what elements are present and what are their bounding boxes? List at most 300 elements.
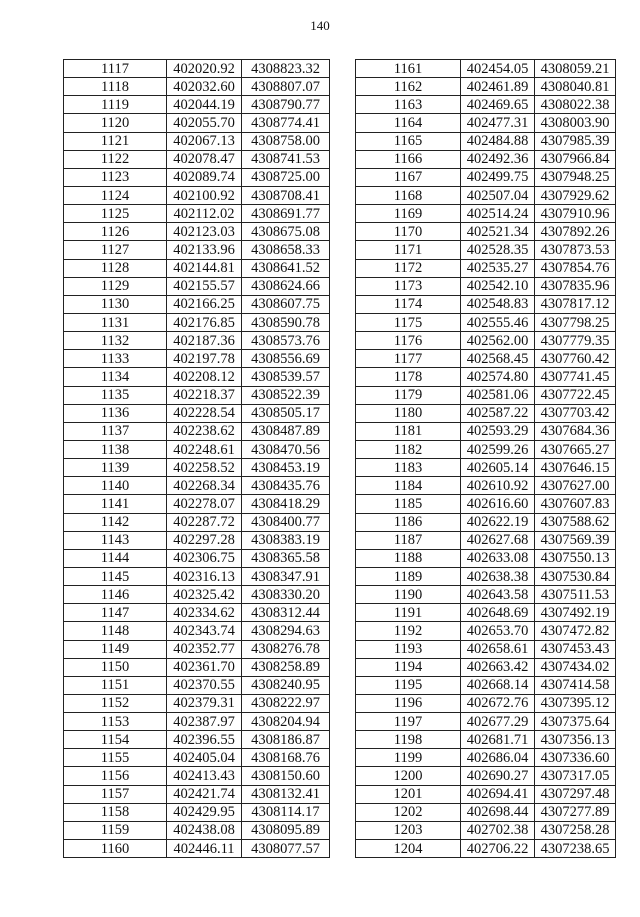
x-coordinate-cell: 402370.55 bbox=[167, 676, 242, 694]
x-coordinate-cell: 402610.92 bbox=[461, 477, 535, 495]
table-row bbox=[64, 459, 330, 477]
y-coordinate-cell: 4308590.78 bbox=[242, 313, 330, 331]
point-number-cell: 1161 bbox=[356, 60, 461, 78]
point-number-cell: 1183 bbox=[356, 459, 461, 477]
table-row bbox=[356, 785, 616, 803]
point-number-cell: 1193 bbox=[356, 640, 461, 658]
y-coordinate-cell: 4307684.36 bbox=[535, 422, 616, 440]
point-number-cell: 1179 bbox=[356, 386, 461, 404]
y-coordinate-cell: 4307511.53 bbox=[535, 586, 616, 604]
table-row bbox=[64, 150, 330, 168]
y-coordinate-cell: 4308095.89 bbox=[242, 821, 330, 839]
y-coordinate-cell: 4307627.00 bbox=[535, 477, 616, 495]
x-coordinate-cell: 402528.35 bbox=[461, 241, 535, 259]
point-number-cell: 1128 bbox=[64, 259, 167, 277]
x-coordinate-cell: 402454.05 bbox=[461, 60, 535, 78]
point-number-cell: 1192 bbox=[356, 622, 461, 640]
y-coordinate-cell: 4308330.20 bbox=[242, 586, 330, 604]
table-row bbox=[356, 205, 616, 223]
x-coordinate-cell: 402555.46 bbox=[461, 313, 535, 331]
table-row bbox=[356, 78, 616, 96]
y-coordinate-cell: 4308312.44 bbox=[242, 604, 330, 622]
y-coordinate-cell: 4307375.64 bbox=[535, 713, 616, 731]
y-coordinate-cell: 4307238.65 bbox=[535, 840, 616, 858]
point-number-cell: 1181 bbox=[356, 422, 461, 440]
x-coordinate-cell: 402668.14 bbox=[461, 676, 535, 694]
y-coordinate-cell: 4308059.21 bbox=[535, 60, 616, 78]
x-coordinate-cell: 402361.70 bbox=[167, 658, 242, 676]
point-number-cell: 1119 bbox=[64, 96, 167, 114]
table-row bbox=[356, 440, 616, 458]
x-coordinate-cell: 402514.24 bbox=[461, 205, 535, 223]
table-row bbox=[356, 513, 616, 531]
point-number-cell: 1143 bbox=[64, 531, 167, 549]
point-number-cell: 1203 bbox=[356, 821, 461, 839]
x-coordinate-cell: 402492.36 bbox=[461, 150, 535, 168]
x-coordinate-cell: 402663.42 bbox=[461, 658, 535, 676]
table-row bbox=[64, 840, 330, 858]
y-coordinate-cell: 4307356.13 bbox=[535, 731, 616, 749]
y-coordinate-cell: 4308258.89 bbox=[242, 658, 330, 676]
table-row bbox=[356, 658, 616, 676]
x-coordinate-cell: 402535.27 bbox=[461, 259, 535, 277]
x-coordinate-cell: 402653.70 bbox=[461, 622, 535, 640]
coordinates-table-right bbox=[355, 59, 616, 858]
table-row bbox=[356, 821, 616, 839]
point-number-cell: 1197 bbox=[356, 713, 461, 731]
y-coordinate-cell: 4307588.62 bbox=[535, 513, 616, 531]
point-number-cell: 1198 bbox=[356, 731, 461, 749]
x-coordinate-cell: 402343.74 bbox=[167, 622, 242, 640]
point-number-cell: 1169 bbox=[356, 205, 461, 223]
x-coordinate-cell: 402622.19 bbox=[461, 513, 535, 531]
y-coordinate-cell: 4307835.96 bbox=[535, 277, 616, 295]
point-number-cell: 1156 bbox=[64, 767, 167, 785]
y-coordinate-cell: 4307297.48 bbox=[535, 785, 616, 803]
y-coordinate-cell: 4307569.39 bbox=[535, 531, 616, 549]
x-coordinate-cell: 402067.13 bbox=[167, 132, 242, 150]
x-coordinate-cell: 402648.69 bbox=[461, 604, 535, 622]
table-row bbox=[64, 422, 330, 440]
y-coordinate-cell: 4308470.56 bbox=[242, 440, 330, 458]
x-coordinate-cell: 402605.14 bbox=[461, 459, 535, 477]
table-row bbox=[64, 60, 330, 78]
table-row bbox=[64, 96, 330, 114]
y-coordinate-cell: 4308573.76 bbox=[242, 332, 330, 350]
x-coordinate-cell: 402616.60 bbox=[461, 495, 535, 513]
table-row bbox=[356, 96, 616, 114]
point-number-cell: 1154 bbox=[64, 731, 167, 749]
y-coordinate-cell: 4307741.45 bbox=[535, 368, 616, 386]
y-coordinate-cell: 4308365.58 bbox=[242, 549, 330, 567]
x-coordinate-cell: 402334.62 bbox=[167, 604, 242, 622]
y-coordinate-cell: 4307453.43 bbox=[535, 640, 616, 658]
point-number-cell: 1167 bbox=[356, 168, 461, 186]
y-coordinate-cell: 4307665.27 bbox=[535, 440, 616, 458]
table-row bbox=[356, 713, 616, 731]
x-coordinate-cell: 402248.61 bbox=[167, 440, 242, 458]
x-coordinate-cell: 402672.76 bbox=[461, 694, 535, 712]
table-row bbox=[356, 477, 616, 495]
table-row bbox=[64, 567, 330, 585]
table-row bbox=[64, 622, 330, 640]
table-row bbox=[64, 186, 330, 204]
table-row bbox=[356, 567, 616, 585]
y-coordinate-cell: 4307985.39 bbox=[535, 132, 616, 150]
x-coordinate-cell: 402387.97 bbox=[167, 713, 242, 731]
point-number-cell: 1126 bbox=[64, 223, 167, 241]
x-coordinate-cell: 402228.54 bbox=[167, 404, 242, 422]
y-coordinate-cell: 4307873.53 bbox=[535, 241, 616, 259]
y-coordinate-cell: 4308691.77 bbox=[242, 205, 330, 223]
table-row bbox=[64, 277, 330, 295]
y-coordinate-cell: 4308204.94 bbox=[242, 713, 330, 731]
table-row bbox=[64, 332, 330, 350]
point-number-cell: 1163 bbox=[356, 96, 461, 114]
point-number-cell: 1175 bbox=[356, 313, 461, 331]
point-number-cell: 1201 bbox=[356, 785, 461, 803]
point-number-cell: 1133 bbox=[64, 350, 167, 368]
x-coordinate-cell: 402176.85 bbox=[167, 313, 242, 331]
x-coordinate-cell: 402197.78 bbox=[167, 350, 242, 368]
point-number-cell: 1172 bbox=[356, 259, 461, 277]
x-coordinate-cell: 402438.08 bbox=[167, 821, 242, 839]
y-coordinate-cell: 4308539.57 bbox=[242, 368, 330, 386]
table-row bbox=[64, 767, 330, 785]
table-row bbox=[356, 332, 616, 350]
x-coordinate-cell: 402089.74 bbox=[167, 168, 242, 186]
table-row bbox=[356, 459, 616, 477]
y-coordinate-cell: 4308807.07 bbox=[242, 78, 330, 96]
point-number-cell: 1136 bbox=[64, 404, 167, 422]
point-number-cell: 1202 bbox=[356, 803, 461, 821]
point-number-cell: 1162 bbox=[356, 78, 461, 96]
point-number-cell: 1166 bbox=[356, 150, 461, 168]
y-coordinate-cell: 4308168.76 bbox=[242, 749, 330, 767]
table-row bbox=[64, 513, 330, 531]
x-coordinate-cell: 402643.58 bbox=[461, 586, 535, 604]
x-coordinate-cell: 402446.11 bbox=[167, 840, 242, 858]
x-coordinate-cell: 402469.65 bbox=[461, 96, 535, 114]
table-row bbox=[64, 114, 330, 132]
x-coordinate-cell: 402633.08 bbox=[461, 549, 535, 567]
point-number-cell: 1190 bbox=[356, 586, 461, 604]
point-number-cell: 1125 bbox=[64, 205, 167, 223]
y-coordinate-cell: 4308487.89 bbox=[242, 422, 330, 440]
point-number-cell: 1149 bbox=[64, 640, 167, 658]
point-number-cell: 1188 bbox=[356, 549, 461, 567]
table-row bbox=[64, 821, 330, 839]
point-number-cell: 1117 bbox=[64, 60, 167, 78]
y-coordinate-cell: 4307277.89 bbox=[535, 803, 616, 821]
table-row bbox=[356, 767, 616, 785]
table-row bbox=[64, 640, 330, 658]
coordinates-table-body bbox=[64, 60, 330, 858]
point-number-cell: 1195 bbox=[356, 676, 461, 694]
point-number-cell: 1139 bbox=[64, 459, 167, 477]
x-coordinate-cell: 402484.88 bbox=[461, 132, 535, 150]
point-number-cell: 1132 bbox=[64, 332, 167, 350]
point-number-cell: 1176 bbox=[356, 332, 461, 350]
y-coordinate-cell: 4308400.77 bbox=[242, 513, 330, 531]
point-number-cell: 1155 bbox=[64, 749, 167, 767]
y-coordinate-cell: 4308725.00 bbox=[242, 168, 330, 186]
x-coordinate-cell: 402413.43 bbox=[167, 767, 242, 785]
x-coordinate-cell: 402477.31 bbox=[461, 114, 535, 132]
point-number-cell: 1145 bbox=[64, 567, 167, 585]
y-coordinate-cell: 4308435.76 bbox=[242, 477, 330, 495]
x-coordinate-cell: 402306.75 bbox=[167, 549, 242, 567]
y-coordinate-cell: 4308658.33 bbox=[242, 241, 330, 259]
y-coordinate-cell: 4308222.97 bbox=[242, 694, 330, 712]
table-row bbox=[356, 259, 616, 277]
point-number-cell: 1120 bbox=[64, 114, 167, 132]
y-coordinate-cell: 4307434.02 bbox=[535, 658, 616, 676]
y-coordinate-cell: 4307317.05 bbox=[535, 767, 616, 785]
x-coordinate-cell: 402429.95 bbox=[167, 803, 242, 821]
x-coordinate-cell: 402548.83 bbox=[461, 295, 535, 313]
table-row bbox=[64, 676, 330, 694]
point-number-cell: 1194 bbox=[356, 658, 461, 676]
x-coordinate-cell: 402187.36 bbox=[167, 332, 242, 350]
point-number-cell: 1186 bbox=[356, 513, 461, 531]
table-row bbox=[356, 422, 616, 440]
table-row bbox=[64, 368, 330, 386]
table-row bbox=[356, 241, 616, 259]
y-coordinate-cell: 4308607.75 bbox=[242, 295, 330, 313]
table-row bbox=[64, 713, 330, 731]
y-coordinate-cell: 4308675.08 bbox=[242, 223, 330, 241]
x-coordinate-cell: 402112.02 bbox=[167, 205, 242, 223]
y-coordinate-cell: 4308823.32 bbox=[242, 60, 330, 78]
x-coordinate-cell: 402297.28 bbox=[167, 531, 242, 549]
y-coordinate-cell: 4308294.63 bbox=[242, 622, 330, 640]
y-coordinate-cell: 4307892.26 bbox=[535, 223, 616, 241]
y-coordinate-cell: 4308556.69 bbox=[242, 350, 330, 368]
point-number-cell: 1118 bbox=[64, 78, 167, 96]
point-number-cell: 1144 bbox=[64, 549, 167, 567]
y-coordinate-cell: 4307414.58 bbox=[535, 676, 616, 694]
x-coordinate-cell: 402677.29 bbox=[461, 713, 535, 731]
x-coordinate-cell: 402078.47 bbox=[167, 150, 242, 168]
point-number-cell: 1140 bbox=[64, 477, 167, 495]
page-number: 140 bbox=[310, 18, 330, 33]
y-coordinate-cell: 4307703.42 bbox=[535, 404, 616, 422]
point-number-cell: 1147 bbox=[64, 604, 167, 622]
table-row bbox=[356, 549, 616, 567]
table-row bbox=[356, 132, 616, 150]
point-number-cell: 1178 bbox=[356, 368, 461, 386]
y-coordinate-cell: 4308383.19 bbox=[242, 531, 330, 549]
y-coordinate-cell: 4307779.35 bbox=[535, 332, 616, 350]
x-coordinate-cell: 402100.92 bbox=[167, 186, 242, 204]
x-coordinate-cell: 402562.00 bbox=[461, 332, 535, 350]
y-coordinate-cell: 4307492.19 bbox=[535, 604, 616, 622]
table-row bbox=[356, 803, 616, 821]
x-coordinate-cell: 402593.29 bbox=[461, 422, 535, 440]
y-coordinate-cell: 4307817.12 bbox=[535, 295, 616, 313]
point-number-cell: 1124 bbox=[64, 186, 167, 204]
point-number-cell: 1129 bbox=[64, 277, 167, 295]
y-coordinate-cell: 4308641.52 bbox=[242, 259, 330, 277]
point-number-cell: 1151 bbox=[64, 676, 167, 694]
table-row bbox=[356, 640, 616, 658]
y-coordinate-cell: 4307336.60 bbox=[535, 749, 616, 767]
y-coordinate-cell: 4307966.84 bbox=[535, 150, 616, 168]
y-coordinate-cell: 4308708.41 bbox=[242, 186, 330, 204]
point-number-cell: 1204 bbox=[356, 840, 461, 858]
x-coordinate-cell: 402702.38 bbox=[461, 821, 535, 839]
x-coordinate-cell: 402396.55 bbox=[167, 731, 242, 749]
y-coordinate-cell: 4308003.90 bbox=[535, 114, 616, 132]
y-coordinate-cell: 4308114.17 bbox=[242, 803, 330, 821]
point-number-cell: 1121 bbox=[64, 132, 167, 150]
y-coordinate-cell: 4307760.42 bbox=[535, 350, 616, 368]
x-coordinate-cell: 402599.26 bbox=[461, 440, 535, 458]
table-row bbox=[64, 549, 330, 567]
x-coordinate-cell: 402123.03 bbox=[167, 223, 242, 241]
table-row bbox=[64, 404, 330, 422]
point-number-cell: 1171 bbox=[356, 241, 461, 259]
y-coordinate-cell: 4308347.91 bbox=[242, 567, 330, 585]
point-number-cell: 1182 bbox=[356, 440, 461, 458]
table-row bbox=[356, 114, 616, 132]
y-coordinate-cell: 4308276.78 bbox=[242, 640, 330, 658]
table-row bbox=[64, 658, 330, 676]
x-coordinate-cell: 402316.13 bbox=[167, 567, 242, 585]
point-number-cell: 1131 bbox=[64, 313, 167, 331]
table-row bbox=[64, 313, 330, 331]
table-row bbox=[64, 731, 330, 749]
x-coordinate-cell: 402325.42 bbox=[167, 586, 242, 604]
y-coordinate-cell: 4307798.25 bbox=[535, 313, 616, 331]
y-coordinate-cell: 4307395.12 bbox=[535, 694, 616, 712]
point-number-cell: 1123 bbox=[64, 168, 167, 186]
coordinates-table-left bbox=[63, 59, 330, 858]
table-row bbox=[356, 586, 616, 604]
table-row bbox=[356, 386, 616, 404]
table-row bbox=[356, 676, 616, 694]
table-row bbox=[64, 205, 330, 223]
table-row bbox=[64, 477, 330, 495]
x-coordinate-cell: 402507.04 bbox=[461, 186, 535, 204]
table-row bbox=[64, 386, 330, 404]
y-coordinate-cell: 4307854.76 bbox=[535, 259, 616, 277]
point-number-cell: 1127 bbox=[64, 241, 167, 259]
table-row bbox=[64, 694, 330, 712]
table-row bbox=[64, 241, 330, 259]
y-coordinate-cell: 4307910.96 bbox=[535, 205, 616, 223]
x-coordinate-cell: 402055.70 bbox=[167, 114, 242, 132]
y-coordinate-cell: 4308624.66 bbox=[242, 277, 330, 295]
point-number-cell: 1146 bbox=[64, 586, 167, 604]
table-row bbox=[356, 186, 616, 204]
table-row bbox=[64, 132, 330, 150]
table-row bbox=[356, 840, 616, 858]
point-number-cell: 1189 bbox=[356, 567, 461, 585]
table-row bbox=[356, 531, 616, 549]
table-row bbox=[356, 168, 616, 186]
table-row bbox=[356, 295, 616, 313]
x-coordinate-cell: 402706.22 bbox=[461, 840, 535, 858]
y-coordinate-cell: 4308758.00 bbox=[242, 132, 330, 150]
x-coordinate-cell: 402574.80 bbox=[461, 368, 535, 386]
x-coordinate-cell: 402690.27 bbox=[461, 767, 535, 785]
point-number-cell: 1174 bbox=[356, 295, 461, 313]
y-coordinate-cell: 4308077.57 bbox=[242, 840, 330, 858]
table-row bbox=[64, 803, 330, 821]
table-row bbox=[64, 495, 330, 513]
table-row bbox=[356, 350, 616, 368]
y-coordinate-cell: 4308741.53 bbox=[242, 150, 330, 168]
table-row bbox=[64, 440, 330, 458]
table-row bbox=[64, 350, 330, 368]
table-row bbox=[64, 586, 330, 604]
x-coordinate-cell: 402208.12 bbox=[167, 368, 242, 386]
x-coordinate-cell: 402686.04 bbox=[461, 749, 535, 767]
table-row bbox=[64, 223, 330, 241]
point-number-cell: 1199 bbox=[356, 749, 461, 767]
x-coordinate-cell: 402032.60 bbox=[167, 78, 242, 96]
y-coordinate-cell: 4308132.41 bbox=[242, 785, 330, 803]
y-coordinate-cell: 4308418.29 bbox=[242, 495, 330, 513]
table-row bbox=[64, 295, 330, 313]
point-number-cell: 1168 bbox=[356, 186, 461, 204]
point-number-cell: 1159 bbox=[64, 821, 167, 839]
point-number-cell: 1157 bbox=[64, 785, 167, 803]
point-number-cell: 1185 bbox=[356, 495, 461, 513]
point-number-cell: 1196 bbox=[356, 694, 461, 712]
x-coordinate-cell: 402499.75 bbox=[461, 168, 535, 186]
point-number-cell: 1191 bbox=[356, 604, 461, 622]
y-coordinate-cell: 4308040.81 bbox=[535, 78, 616, 96]
y-coordinate-cell: 4308505.17 bbox=[242, 404, 330, 422]
x-coordinate-cell: 402166.25 bbox=[167, 295, 242, 313]
point-number-cell: 1187 bbox=[356, 531, 461, 549]
table-row bbox=[64, 78, 330, 96]
x-coordinate-cell: 402461.89 bbox=[461, 78, 535, 96]
y-coordinate-cell: 4308522.39 bbox=[242, 386, 330, 404]
y-coordinate-cell: 4308774.41 bbox=[242, 114, 330, 132]
table-row bbox=[64, 259, 330, 277]
x-coordinate-cell: 402144.81 bbox=[167, 259, 242, 277]
point-number-cell: 1152 bbox=[64, 694, 167, 712]
table-row bbox=[64, 531, 330, 549]
y-coordinate-cell: 4308150.60 bbox=[242, 767, 330, 785]
y-coordinate-cell: 4308022.38 bbox=[535, 96, 616, 114]
coordinates-table-body bbox=[356, 60, 616, 858]
x-coordinate-cell: 402681.71 bbox=[461, 731, 535, 749]
point-number-cell: 1165 bbox=[356, 132, 461, 150]
table-row bbox=[64, 785, 330, 803]
x-coordinate-cell: 402278.07 bbox=[167, 495, 242, 513]
x-coordinate-cell: 402581.06 bbox=[461, 386, 535, 404]
table-row bbox=[356, 495, 616, 513]
y-coordinate-cell: 4308453.19 bbox=[242, 459, 330, 477]
point-number-cell: 1173 bbox=[356, 277, 461, 295]
table-row bbox=[356, 223, 616, 241]
y-coordinate-cell: 4307550.13 bbox=[535, 549, 616, 567]
y-coordinate-cell: 4307607.83 bbox=[535, 495, 616, 513]
point-number-cell: 1142 bbox=[64, 513, 167, 531]
point-number-cell: 1134 bbox=[64, 368, 167, 386]
point-number-cell: 1180 bbox=[356, 404, 461, 422]
x-coordinate-cell: 402521.34 bbox=[461, 223, 535, 241]
table-row bbox=[356, 694, 616, 712]
point-number-cell: 1135 bbox=[64, 386, 167, 404]
table-row bbox=[64, 168, 330, 186]
x-coordinate-cell: 402638.38 bbox=[461, 567, 535, 585]
